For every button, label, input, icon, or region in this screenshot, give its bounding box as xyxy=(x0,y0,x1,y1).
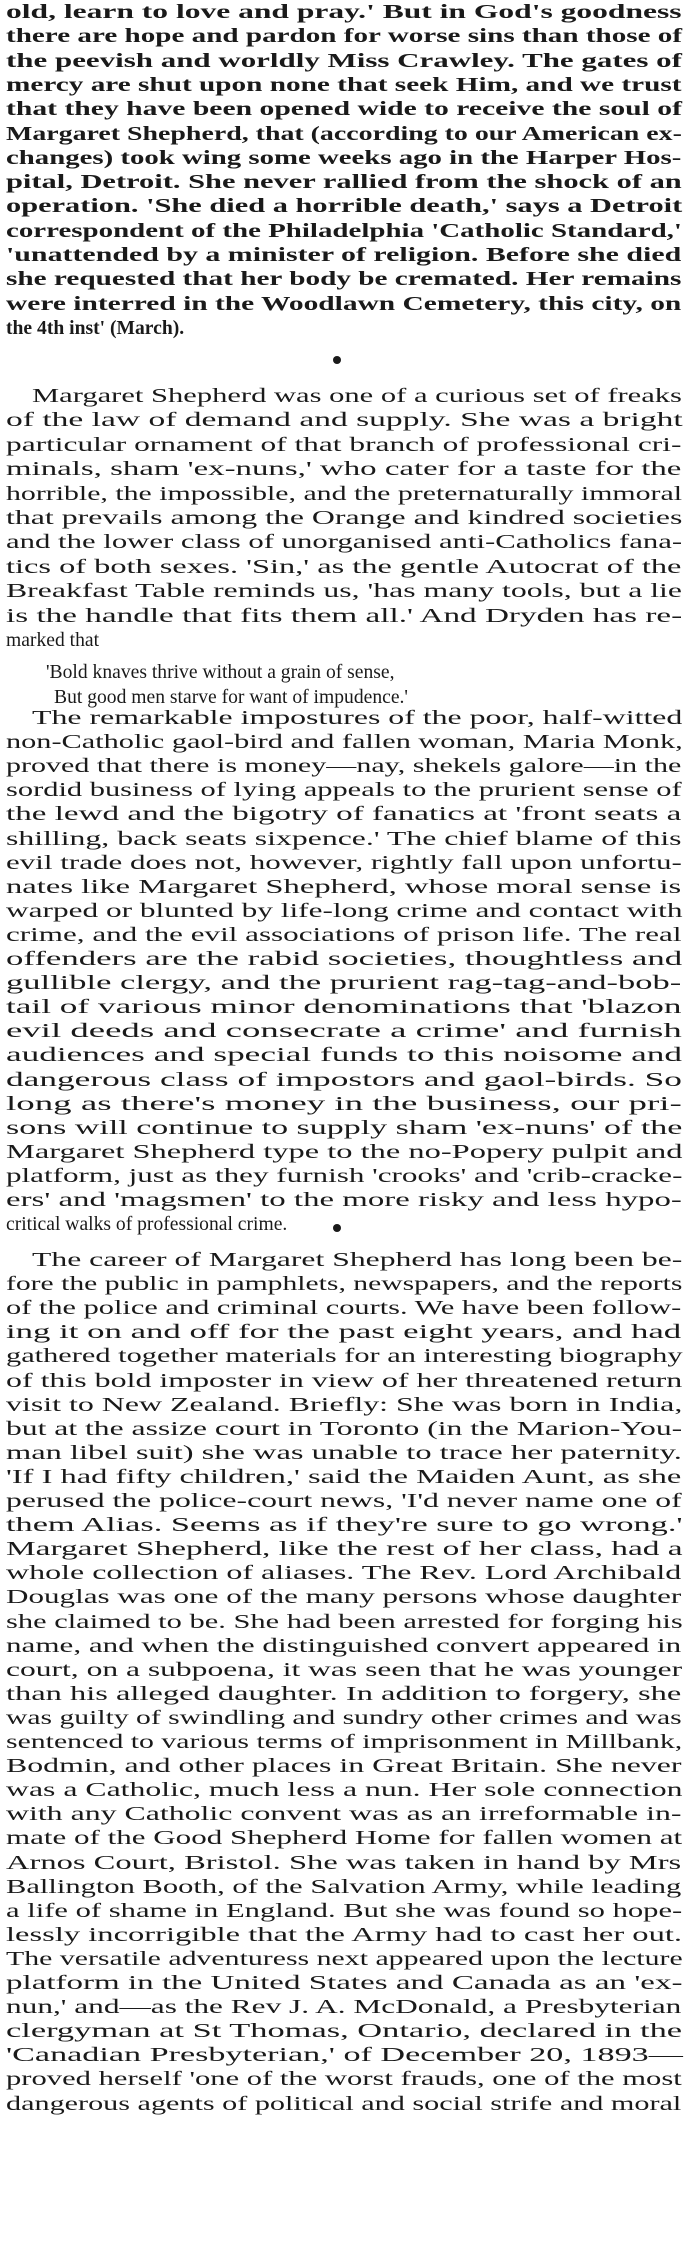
text-line: were interred in the Woodlawn Cemetery, this city, on xyxy=(6,293,682,315)
text-line: the lewd and the bigotry of fanatics at 'front seats a xyxy=(6,804,682,826)
text-line: of the law of demand and supply. She was a bright xyxy=(6,410,683,432)
text-line: dangerous agents of political and social strife and moral xyxy=(6,2093,682,2115)
text-line: pital, Detroit. She never rallied from the shock of an xyxy=(6,172,682,194)
text-line: she requested that her body be cremated. Her remains xyxy=(6,269,682,291)
text-line: lessly incorrigible that the Army had to cast her out. xyxy=(6,1924,683,1946)
section-divider-1 xyxy=(333,356,341,364)
text-line: old, learn to love and pray.' But in God's goodness xyxy=(6,2,682,23)
text-line: is the handle that fits them all.' And Dryden has re- xyxy=(6,605,683,627)
text-line: court, on a subpoena, it was seen that he was younger xyxy=(6,1659,683,1681)
text-line: of this bold imposter in view of her threatened return xyxy=(6,1370,683,1392)
text-line: perused the police-court news, 'I'd never name one of xyxy=(6,1491,682,1512)
text-line: with any Catholic convent was as an irreformable in- xyxy=(6,1804,682,1826)
text-line: was guilty of swindling and sundry other crimes and was xyxy=(6,1707,682,1729)
section-divider-2 xyxy=(333,1224,341,1232)
text-line: evil deeds and consecrate a crime' and furnish xyxy=(6,1021,682,1043)
text-line: clergyman at St Thomas, Ontario, declared in the xyxy=(6,2021,683,2043)
text-line: long as there's money in the business, our pri- xyxy=(6,1093,682,1115)
text-line: evil trade does not, however, rightly fall upon unfortu- xyxy=(6,852,682,874)
text-line: Margaret Shepherd type to the no-Popery pulpit and xyxy=(6,1141,683,1163)
text-line: shilling, back seats sixpence.' The chief blame of this xyxy=(6,828,682,850)
text-line: offenders are the rabid societies, thoughtless and xyxy=(6,949,683,970)
text-line: the 4th inst' (March). xyxy=(6,317,185,339)
text-line: visit to New Zealand. Briefly: She was born in India, xyxy=(6,1394,683,1416)
text-line: there are hope and pardon for worse sins than those of xyxy=(6,26,683,48)
text-line: 'Canadian Presbyterian,' of December 20, 1893— xyxy=(6,2045,683,2067)
text-line: Margaret Shepherd was one of a curious set of freaks xyxy=(32,386,682,407)
text-line: was a Catholic, much less a nun. Her sole connection xyxy=(6,1780,683,1802)
text-line: a life of shame in England. But she was found so hope- xyxy=(6,1900,683,1922)
text-line: changes) took wing some weeks ago in the Harper Hos- xyxy=(6,147,682,169)
text-line: gullible clergy, and the prurient rag-tag-and-bob- xyxy=(6,973,682,995)
text-line: but at the assize court in Toronto (in the Marion-You- xyxy=(6,1418,683,1440)
text-line: Arnos Court, Bristol. She was taken in hand by Mrs xyxy=(6,1852,682,1874)
text-line: audiences and special funds to this noisome and xyxy=(6,1045,683,1067)
text-line: sordid business of lying appeals to the prurient sense of xyxy=(6,780,682,802)
text-line: Breakfast Table reminds us, 'has many tools, but a lie xyxy=(6,581,682,603)
text-line: 'Bold knaves thrive without a grain of sense, xyxy=(46,662,395,683)
text-line: tics of both sexes. 'Sin,' as the gentle Autocrat of the xyxy=(6,556,682,578)
text-line: 'unattended by a minister of religion. Before she died xyxy=(6,245,682,266)
text-line: that they have been opened wide to receive the soul of xyxy=(6,99,682,121)
text-line: platform, just as they furnish 'crooks' and 'crib-cracke- xyxy=(6,1165,683,1187)
text-line: mercy are shut upon none that seek Him, and we trust xyxy=(6,74,682,96)
text-line: non-Catholic gaol-bird and fallen woman, Maria Monk, xyxy=(6,732,683,754)
text-line: ers' and 'magsmen' to the more risky and less hypo- xyxy=(6,1190,682,1211)
text-line: ing it on and off for the past eight years, and had xyxy=(6,1322,682,1344)
text-line: But good men starve for want of impudence.' xyxy=(54,686,408,708)
text-line: dangerous class of impostors and gaol-birds. So xyxy=(6,1069,682,1091)
text-line: warped or blunted by life-long crime and contact with xyxy=(6,900,683,922)
text-line: Margaret Shepherd, like the rest of her class, had a xyxy=(6,1539,683,1561)
text-line: marked that xyxy=(6,630,100,651)
text-line: that prevails among the Orange and kindred societies xyxy=(6,508,683,529)
text-line: proved that there is money—nay, shekels galore—in the xyxy=(6,756,682,778)
text-line: horrible, the impossible, and the preternaturally immoral xyxy=(6,483,682,505)
text-line: nates like Margaret Shepherd, whose moral sense is xyxy=(6,876,682,898)
text-line: name, and when the distinguished convert appeared in xyxy=(6,1635,682,1657)
text-line: The career of Margaret Shepherd has long been be- xyxy=(32,1250,683,1271)
text-line: critical walks of professional crime. xyxy=(6,1214,288,1236)
text-line: man libel suit) she was unable to trace her paternity. xyxy=(6,1442,682,1464)
text-line: fore the public in pamphlets, newspapers, and the reports xyxy=(6,1274,683,1296)
text-line: correspondent of the Philadelphia 'Catholic Standard,' xyxy=(6,220,682,242)
text-line: The versatile adventuress next appeared upon the lecture xyxy=(6,1948,683,1970)
text-line: than his alleged daughter. In addition to forgery, she xyxy=(6,1683,682,1705)
text-line: Ballington Booth, of the Salvation Army, while leading xyxy=(6,1876,682,1898)
text-line: whole collection of aliases. The Rev. Lord Archibald xyxy=(6,1563,682,1585)
text-line: gathered together materials for an interesting biography xyxy=(6,1346,683,1368)
text-line: platform in the United States and Canada as an 'ex- xyxy=(6,1973,683,1994)
text-line: Douglas was one of the many persons whose daughter xyxy=(6,1587,682,1609)
text-line: them Alias. Seems as if they're sure to go wrong.' xyxy=(6,1515,683,1537)
text-line: Margaret Shepherd, that (according to our American ex- xyxy=(6,123,682,145)
text-line: the peevish and worldly Miss Crawley. The gates of xyxy=(6,50,682,72)
text-line: Bodmin, and other places in Great Britain. She never xyxy=(6,1756,682,1778)
text-line: tail of various minor denominations that 'blazon xyxy=(6,997,682,1019)
text-line: sentenced to various terms of imprisonment in Millbank, xyxy=(6,1732,683,1753)
text-line: sons will continue to supply sham 'ex-nuns' of the xyxy=(6,1117,683,1139)
text-line: proved herself 'one of the worst frauds, one of the most xyxy=(6,2069,682,2091)
text-line: and the lower class of unorganised anti-Catholics fana- xyxy=(6,532,683,554)
text-line: of the police and criminal courts. We have been follow- xyxy=(6,1298,682,1320)
text-line: crime, and the evil associations of prison life. The real xyxy=(6,924,682,946)
text-line: operation. 'She died a horrible death,' says a Detroit xyxy=(6,196,683,218)
text-line: she claimed to be. She had been arrested for forging his xyxy=(6,1611,683,1633)
text-line: The remarkable impostures of the poor, half-witted xyxy=(32,708,683,729)
text-line: minals, sham 'ex-nuns,' who cater for a taste for the xyxy=(6,459,682,481)
text-line: particular ornament of that branch of professional cri- xyxy=(6,434,682,456)
text-line: mate of the Good Shepherd Home for fallen women at xyxy=(6,1828,683,1850)
text-line: 'If I had fifty children,' said the Maiden Aunt, as she xyxy=(6,1466,682,1488)
text-line: nun,' and—as the Rev J. A. McDonald, a Presbyterian xyxy=(6,1997,682,2019)
